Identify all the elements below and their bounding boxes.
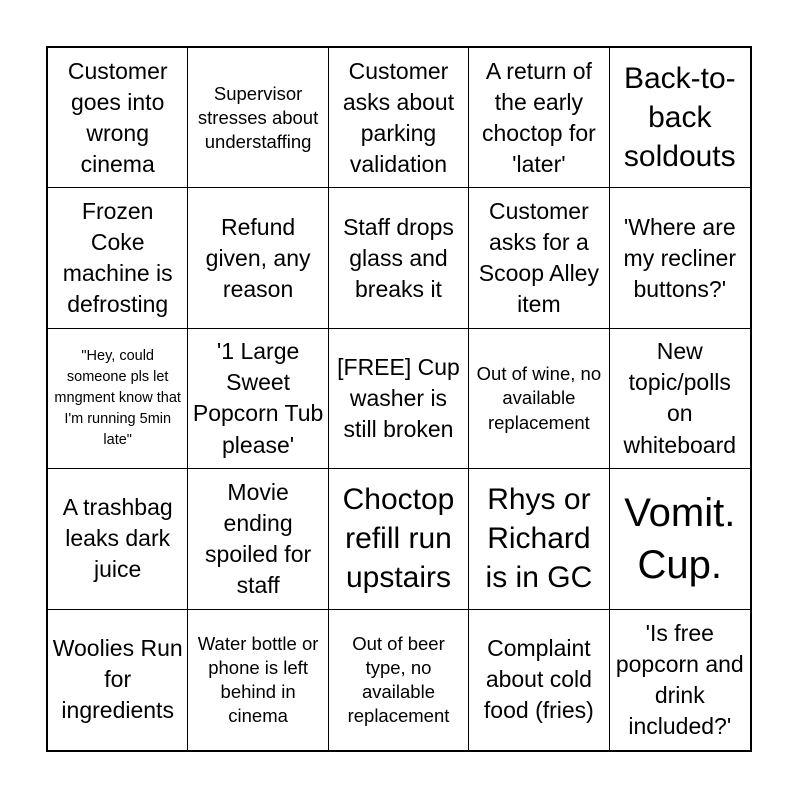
bingo-cell[interactable]	[329, 610, 469, 750]
cell-text: A trashbag leaks dark juice	[62, 494, 173, 583]
bingo-cell[interactable]	[188, 329, 328, 469]
bingo-cell[interactable]	[469, 329, 609, 469]
bingo-cell[interactable]	[188, 188, 328, 328]
bingo-cell[interactable]	[48, 329, 188, 469]
bingo-cell[interactable]	[48, 469, 188, 609]
cell-text: Supervisor stresses about understaffing	[197, 82, 319, 152]
cell-text: Staff drops glass and breaks it	[343, 213, 454, 302]
cell-text: Frozen Coke machine is defrosting	[62, 198, 173, 318]
bingo-cell[interactable]	[188, 469, 328, 609]
cell-text: Customer asks about parking validation	[342, 57, 455, 177]
cell-text: Out of wine, no available replacement	[476, 363, 602, 433]
cell-text: Movie ending spoiled for staff	[205, 478, 312, 598]
bingo-cell[interactable]	[48, 48, 188, 188]
cell-text: Water bottle or phone is left behind in cinema	[197, 632, 319, 726]
cell-text: '1 Large Sweet Popcorn Tub please'	[192, 338, 324, 458]
cell-text: [FREE] Cup washer is still broken	[337, 353, 460, 443]
cell-text: Customer asks for a Scoop Alley item	[478, 198, 599, 318]
bingo-cell[interactable]	[329, 329, 469, 469]
bingo-cell[interactable]	[329, 48, 469, 188]
cell-text: Out of beer type, no available replacement	[347, 632, 450, 726]
bingo-cell[interactable]	[469, 469, 609, 609]
bingo-cell[interactable]	[469, 610, 609, 750]
cell-text: Woolies Run for ingredients	[52, 635, 183, 724]
bingo-cell[interactable]	[610, 610, 750, 750]
bingo-cell[interactable]	[48, 610, 188, 750]
bingo-board	[46, 46, 752, 752]
cell-text: 'Where are my recliner buttons?'	[623, 213, 737, 302]
cell-text: Complaint about cold food (fries)	[483, 635, 594, 724]
bingo-cell[interactable]	[329, 188, 469, 328]
bingo-cell[interactable]	[610, 469, 750, 609]
bingo-cell[interactable]	[610, 329, 750, 469]
bingo-cell[interactable]	[469, 188, 609, 328]
bingo-cell[interactable]	[610, 188, 750, 328]
cell-text: A return of the early choctop for 'later'	[481, 57, 596, 177]
cell-text: "Hey, could someone pls let mngment know that I'm running 5min late"	[54, 347, 181, 449]
cell-text: Refund given, any reason	[205, 213, 311, 302]
cell-text: Back-to-back soldouts	[623, 62, 736, 174]
bingo-cell[interactable]	[469, 48, 609, 188]
cell-text: Choctop refill run upstairs	[342, 483, 455, 595]
bingo-cell[interactable]	[48, 188, 188, 328]
cell-text: New topic/polls on whiteboard	[623, 338, 737, 458]
bingo-cell[interactable]	[610, 48, 750, 188]
cell-text: Rhys or Richard is in GC	[485, 483, 593, 595]
cell-text: Customer goes into wrong cinema	[67, 57, 168, 177]
cell-text: Vomit. Cup.	[624, 490, 736, 587]
cell-text: 'Is free popcorn and drink included?'	[615, 619, 744, 739]
bingo-cell[interactable]	[188, 48, 328, 188]
bingo-cell[interactable]	[188, 610, 328, 750]
bingo-cell[interactable]	[329, 469, 469, 609]
